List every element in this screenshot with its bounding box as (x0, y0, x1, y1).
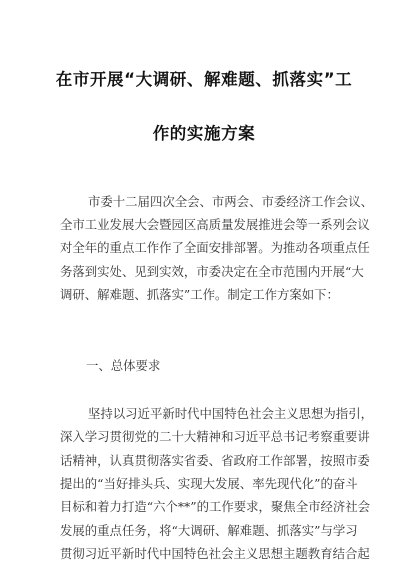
section1-line-1: 坚持以习近平新时代中国特色社会主义思想为指引， (88, 406, 373, 421)
intro-line-1: 市委十二届四次全会、市两会、市委经济工作会议、 (88, 194, 373, 209)
document-title-line-2: 作的实施方案 (152, 124, 256, 143)
document-title-line-1: 在市开展“大调研、解难题、抓落实”工 (55, 70, 353, 89)
section1-line-5: 目标和着力打造“六个**”的工作要求，聚焦全市经济社会 (60, 499, 371, 514)
intro-line-5: 调研、解难题、抓落实”工作。制定工作方案如下： (60, 287, 339, 302)
intro-line-2: 全市工业发展大会暨园区高质量发展推进会等一系列会议 (60, 217, 370, 232)
section1-line-3: 话精神，认真贯彻落实省委、省政府工作部署，按照市委 (60, 453, 370, 468)
intro-line-3: 对全年的重点工作作了全面安排部署。为推动各项重点任 (60, 240, 370, 255)
section1-line-2: 深入学习贯彻党的二十大精神和习近平总书记考察重要讲 (60, 429, 370, 444)
section1-line-6: 发展的重点任务，将“大调研、解难题、抓落实”与学习 (60, 523, 358, 538)
section-heading-general-requirements: 一、总体要求 (86, 358, 161, 373)
section1-line-7: 贯彻习近平新时代中国特色社会主义思想主题教育结合起 (60, 546, 370, 561)
section1-line-4: 提出的“当好排头兵、实现大发展、率先现代化”的奋斗 (60, 476, 358, 491)
intro-line-4: 务落到实处、见到实效，市委决定在全市范围内开展“大 (60, 264, 364, 279)
